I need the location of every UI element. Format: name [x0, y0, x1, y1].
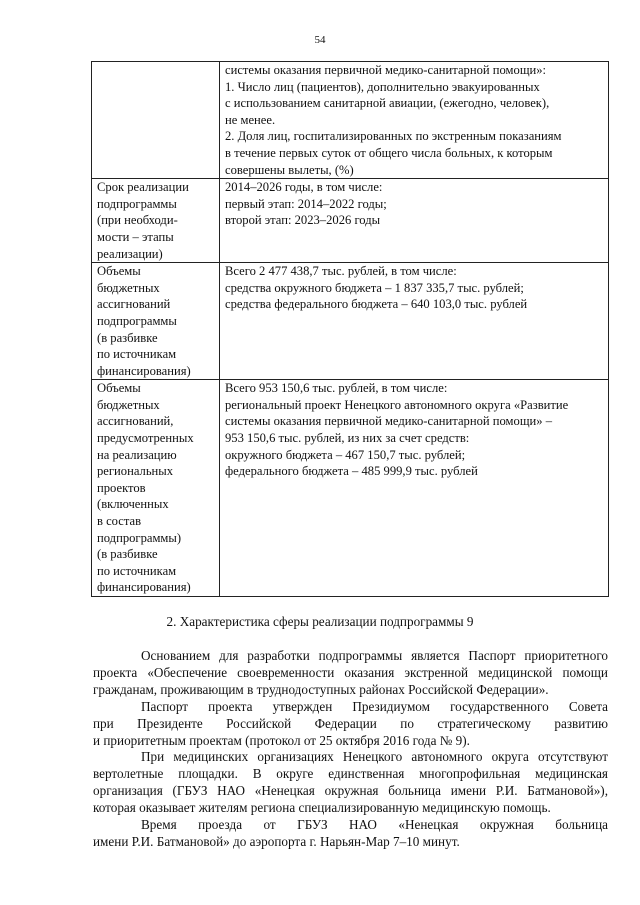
label-line: Объемы — [97, 381, 141, 396]
label-line: мости – этапы — [97, 229, 174, 244]
label-line: реализации) — [97, 246, 163, 261]
value-line: с использованием санитарной авиации, (ежегодно, человек), — [225, 96, 550, 111]
paragraph — [93, 817, 608, 851]
row-label — [92, 179, 220, 263]
paragraph-line: проекта «Обеспечение своевременности оказания экстренной медицинской помощи — [93, 664, 608, 680]
row-value — [220, 380, 609, 597]
table-row — [92, 179, 609, 263]
value-line: 1. Число лиц (пациентов), дополнительно эвакуированных — [225, 79, 540, 94]
paragraph-line: вертолетные площадки. В округе единственная многопрофильная медицинская — [93, 766, 608, 782]
label-line: подпрограммы) — [97, 530, 182, 545]
label-line: на реализацию — [97, 447, 177, 462]
paragraph-line: при Президенте Российской Федерации по стратегическому развитию — [93, 715, 608, 731]
label-line: в состав — [97, 514, 142, 529]
value-line: Всего 2 477 438,7 тыс. рублей, в том числе: — [225, 264, 457, 279]
label-line: ассигнований — [97, 297, 171, 312]
label-line: Объемы — [97, 264, 141, 279]
paragraph-line: имени Р.И. Батмановой» до аэропорта г. Нарьян-Мар 7–10 минут. — [93, 833, 460, 849]
label-line: ассигнований, — [97, 414, 174, 429]
value-line: 953 150,6 тыс. рублей, из них за счет средств: — [225, 431, 470, 446]
label-line: подпрограммы — [97, 313, 177, 328]
label-line: Срок реализации — [97, 180, 189, 195]
table-row — [92, 62, 609, 179]
value-line: первый этап: 2014–2022 годы; — [225, 196, 387, 211]
value-line: 2014–2026 годы, в том числе: — [225, 180, 383, 195]
value-line: не менее. — [225, 112, 276, 127]
value-line: средства федерального бюджета – 640 103,0 тыс. рублей — [225, 297, 528, 312]
label-line: бюджетных — [97, 280, 160, 295]
row-label — [92, 380, 220, 597]
label-line: (включенных — [97, 497, 169, 512]
label-line: по источникам — [97, 563, 177, 578]
label-line: подпрограммы — [97, 196, 177, 211]
body-text — [93, 648, 608, 851]
value-line: региональный проект Ненецкого автономного округа «Развитие — [225, 397, 569, 412]
paragraph-line: При медицинских организациях Ненецкого автономного округа отсутствуют — [141, 749, 608, 765]
paragraph-line: которая оказывает жителям региона специализированную медицинскую помощь. — [93, 800, 551, 816]
row-value — [220, 62, 609, 179]
label-line: (в разбивке — [97, 547, 158, 562]
row-value — [220, 179, 609, 263]
value-line: средства окружного бюджета – 1 837 335,7 тыс. рублей; — [225, 280, 524, 295]
paragraph-line: Паспорт проекта утвержден Президиумом государственного Совета — [141, 698, 608, 714]
table-row — [92, 380, 609, 597]
value-line: Всего 953 150,6 тыс. рублей, в том числе: — [225, 381, 448, 396]
label-line: предусмотренных — [97, 431, 194, 446]
paragraph-line: организация (ГБУЗ НАО «Ненецкая окружная больница имени Р.И. Батмановой»), — [93, 783, 608, 799]
table-row — [92, 263, 609, 380]
label-line: региональных — [97, 464, 174, 479]
value-line: федерального бюджета – 485 999,9 тыс. рублей — [225, 464, 478, 479]
label-line: по источникам — [97, 347, 177, 362]
row-label — [92, 62, 220, 179]
value-line: в течение первых суток от общего числа больных, к которым — [225, 145, 553, 160]
value-line: второй этап: 2023–2026 годы — [225, 213, 381, 228]
section-heading: 2. Характеристика сферы реализации подпрограммы 9 — [166, 614, 474, 629]
label-line: (при необходи- — [97, 213, 178, 228]
label-line: (в разбивке — [97, 330, 158, 345]
value-line: совершены вылеты, (%) — [225, 162, 354, 177]
label-line: финансирования) — [97, 363, 191, 378]
paragraph — [93, 648, 608, 699]
paragraph-line: и приоритетным проектам (протокол от 25 октября 2016 года № 9). — [93, 732, 470, 748]
paragraph — [93, 699, 608, 750]
label-line: проектов — [97, 480, 146, 495]
label-line: финансирования) — [97, 580, 191, 595]
row-value — [220, 263, 609, 380]
paragraph-line: гражданам, проживающим в труднодоступных районах Российской Федерации». — [93, 681, 549, 697]
paragraph — [93, 749, 608, 817]
page-number: 54 — [314, 34, 326, 46]
value-line: окружного бюджета – 467 150,7 тыс. рублей; — [225, 447, 466, 462]
passport-table — [91, 61, 609, 597]
value-line: системы оказания первичной медико-санитарной помощи» – — [225, 414, 552, 429]
label-line: бюджетных — [97, 397, 160, 412]
row-label — [92, 263, 220, 380]
value-line: 2. Доля лиц, госпитализированных по экстренным показаниям — [225, 129, 562, 144]
paragraph-line: Основанием для разработки подпрограммы является Паспорт приоритетного — [141, 648, 608, 663]
paragraph-line: Время проезда от ГБУЗ НАО «Ненецкая окружная больница — [141, 817, 608, 833]
value-line: системы оказания первичной медико-санитарной помощи»: — [225, 63, 547, 77]
